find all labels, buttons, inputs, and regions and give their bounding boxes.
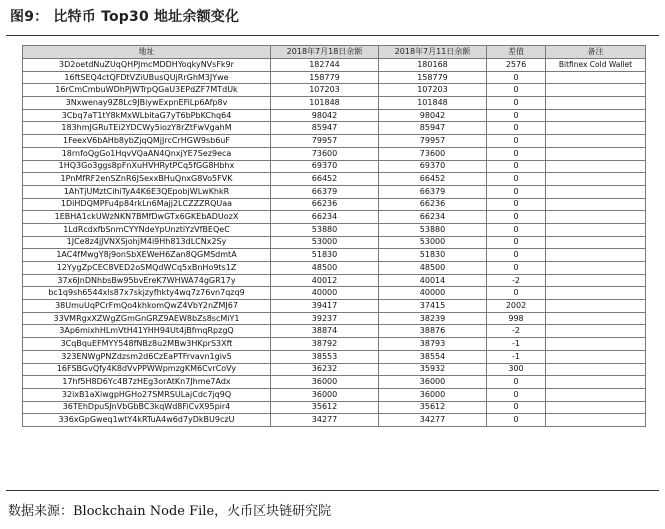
cell-balance-0718: 39417 <box>271 300 379 313</box>
cell-address: 3D2oetdNuZUqQHPJmcMDDHYoqkyNVsFk9r <box>23 59 271 72</box>
table-row <box>23 312 646 325</box>
cell-balance-0718: 101848 <box>271 97 379 110</box>
cell-balance-0711: 38239 <box>379 312 487 325</box>
cell-remark <box>546 122 646 135</box>
table-row <box>23 274 646 287</box>
cell-balance-0711: 38876 <box>379 325 487 338</box>
balance-table <box>22 45 646 427</box>
cell-difference: 2002 <box>487 300 546 313</box>
cell-address: 36TEhDpuSJnVbGbBC3kqWd8FiCvX95pir4 <box>23 401 271 414</box>
cell-address: 323ENWgPNZdzsm2d6CzEaPTFrvavn1giv5 <box>23 350 271 363</box>
cell-address: 3Nxwenay9Z8Lc9JBiywExpnEFiLp6Afp8v <box>23 97 271 110</box>
cell-balance-0711: 85947 <box>379 122 487 135</box>
table-row <box>23 388 646 401</box>
cell-address: 3Cbq7aT1tY8kMxWLbitaG7yT6bPbKChq64 <box>23 109 271 122</box>
cell-address: 18rnfoQgGo1HqvVQaAN4QnxjYE7Sez9eca <box>23 147 271 160</box>
cell-address: 183hmJGRuTEi2YDCWy5iozY8rZtFwVgahM <box>23 122 271 135</box>
table-header-row <box>23 46 646 59</box>
cell-balance-0718: 85947 <box>271 122 379 135</box>
cell-difference: 2576 <box>487 59 546 72</box>
cell-remark <box>546 300 646 313</box>
table-row <box>23 414 646 427</box>
table-row <box>23 350 646 363</box>
cell-difference: 0 <box>487 71 546 84</box>
cell-balance-0711: 79957 <box>379 135 487 148</box>
cell-balance-0718: 73600 <box>271 147 379 160</box>
cell-balance-0718: 35612 <box>271 401 379 414</box>
cell-balance-0718: 38792 <box>271 338 379 351</box>
cell-address: 3Ap6mixhHLmVtH41YHH94Ut4jBfmqRpzgQ <box>23 325 271 338</box>
cell-remark <box>546 198 646 211</box>
cell-address: 3CqBquEFMYY548fNBz8u2MBw3HKprS3Xft <box>23 338 271 351</box>
cell-difference: 0 <box>487 160 546 173</box>
cell-remark <box>546 211 646 224</box>
cell-difference: 998 <box>487 312 546 325</box>
cell-remark <box>546 249 646 262</box>
cell-balance-0711: 53000 <box>379 236 487 249</box>
cell-balance-0711: 66452 <box>379 173 487 186</box>
table-row <box>23 185 646 198</box>
cell-balance-0718: 66379 <box>271 185 379 198</box>
cell-balance-0718: 66234 <box>271 211 379 224</box>
cell-balance-0711: 66379 <box>379 185 487 198</box>
cell-remark <box>546 97 646 110</box>
cell-balance-0718: 38553 <box>271 350 379 363</box>
cell-remark <box>546 147 646 160</box>
cell-address: 1AC4fMwgY8j9onSbXEWeH6Zan8QGMSdmtA <box>23 249 271 262</box>
cell-remark <box>546 363 646 376</box>
cell-address: 1DiHDQMPFu4p84rkLn6Majj2LCZZZRQUaa <box>23 198 271 211</box>
cell-balance-0711: 37415 <box>379 300 487 313</box>
cell-remark <box>546 223 646 236</box>
cell-address: 17hf5H8D6Yc4B7zHEg3orAtKn7Jhme7Adx <box>23 376 271 389</box>
cell-difference: -1 <box>487 338 546 351</box>
cell-balance-0718: 79957 <box>271 135 379 148</box>
cell-balance-0711: 36000 <box>379 376 487 389</box>
cell-balance-0718: 34277 <box>271 414 379 427</box>
cell-remark <box>546 325 646 338</box>
cell-address: 33VMRgxXZWgZGmGnGRZ9AEW8bZs8scMiY1 <box>23 312 271 325</box>
table-row <box>23 173 646 186</box>
cell-balance-0711: 180168 <box>379 59 487 72</box>
cell-balance-0718: 39237 <box>271 312 379 325</box>
cell-balance-0718: 38874 <box>271 325 379 338</box>
table-row <box>23 338 646 351</box>
cell-remark <box>546 350 646 363</box>
cell-balance-0718: 98042 <box>271 109 379 122</box>
cell-difference: 0 <box>487 135 546 148</box>
cell-difference: -2 <box>487 274 546 287</box>
cell-remark <box>546 376 646 389</box>
cell-address: 16rCmCmbuWDhPjWTrpQGaU3EPdZF7MTdUk <box>23 84 271 97</box>
cell-address: 336xGpGweq1wtY4kRTuA4w6d7yDkBU9czU <box>23 414 271 427</box>
cell-difference: 0 <box>487 249 546 262</box>
cell-balance-0711: 35932 <box>379 363 487 376</box>
cell-difference: -2 <box>487 325 546 338</box>
header-balance-0718: 2018年7月18日余额 <box>271 46 379 59</box>
cell-difference: 0 <box>487 84 546 97</box>
cell-difference: 0 <box>487 185 546 198</box>
table-row <box>23 249 646 262</box>
cell-balance-0718: 69370 <box>271 160 379 173</box>
table-row <box>23 300 646 313</box>
cell-remark <box>546 287 646 300</box>
cell-balance-0711: 73600 <box>379 147 487 160</box>
cell-remark <box>546 109 646 122</box>
cell-balance-0711: 48500 <box>379 262 487 275</box>
cell-balance-0718: 53000 <box>271 236 379 249</box>
cell-difference: 0 <box>487 211 546 224</box>
cell-balance-0718: 40012 <box>271 274 379 287</box>
bottom-rule <box>6 490 659 491</box>
cell-difference: 0 <box>487 198 546 211</box>
cell-balance-0711: 40000 <box>379 287 487 300</box>
cell-balance-0718: 36000 <box>271 388 379 401</box>
cell-balance-0711: 34277 <box>379 414 487 427</box>
cell-balance-0718: 66236 <box>271 198 379 211</box>
table-row <box>23 236 646 249</box>
cell-address: 1FeexV6bAHb8ybZjqQMjJrcCrHGW9sb6uF <box>23 135 271 148</box>
table-row <box>23 97 646 110</box>
cell-balance-0711: 51830 <box>379 249 487 262</box>
cell-address: 38UmuUqPCrFmQo4khkomQwZ4VbY2nZMJ67 <box>23 300 271 313</box>
cell-balance-0711: 98042 <box>379 109 487 122</box>
cell-difference: 0 <box>487 122 546 135</box>
data-source: 数据来源：Blockchain Node File，火币区块链研究院 <box>8 504 332 519</box>
table-row <box>23 262 646 275</box>
cell-balance-0711: 36000 <box>379 388 487 401</box>
cell-address: 12YygZpCEC8VED2oSMQdWCq5xBnHo9ts1Z <box>23 262 271 275</box>
cell-address: 37x6JnDNhbsBw95bvEreK7WHWA74gGR17y <box>23 274 271 287</box>
table-row <box>23 122 646 135</box>
table-row <box>23 198 646 211</box>
cell-address: 1PnMfRF2enSZnR6JSexxBHuQnxG8Vo5FVK <box>23 173 271 186</box>
header-balance-0711: 2018年7月11日余额 <box>379 46 487 59</box>
cell-difference: 0 <box>487 376 546 389</box>
cell-address: 16ftSEQ4ctQFDtVZiUBusQUjRrGhM3JYwe <box>23 71 271 84</box>
table-row <box>23 363 646 376</box>
cell-balance-0718: 182744 <box>271 59 379 72</box>
cell-balance-0711: 38554 <box>379 350 487 363</box>
cell-balance-0711: 158779 <box>379 71 487 84</box>
table-row <box>23 376 646 389</box>
cell-remark <box>546 135 646 148</box>
cell-address: 16FSBGvQfy4K8dVvPPWWpmzgKM6CvrCoVy <box>23 363 271 376</box>
cell-balance-0711: 66234 <box>379 211 487 224</box>
table-row <box>23 135 646 148</box>
cell-difference: 0 <box>487 388 546 401</box>
cell-difference: 0 <box>487 173 546 186</box>
cell-difference: 0 <box>487 147 546 160</box>
cell-balance-0718: 51830 <box>271 249 379 262</box>
cell-balance-0711: 53880 <box>379 223 487 236</box>
table-row <box>23 109 646 122</box>
table-row <box>23 84 646 97</box>
cell-difference: 0 <box>487 414 546 427</box>
cell-difference: 0 <box>487 287 546 300</box>
cell-remark <box>546 401 646 414</box>
cell-balance-0718: 40000 <box>271 287 379 300</box>
cell-difference: 0 <box>487 97 546 110</box>
cell-balance-0711: 38793 <box>379 338 487 351</box>
cell-balance-0718: 158779 <box>271 71 379 84</box>
cell-balance-0718: 53880 <box>271 223 379 236</box>
cell-address: 1LdRcdxfbSnmCYYNdeYpUnztiYzVfBEQeC <box>23 223 271 236</box>
cell-balance-0711: 35612 <box>379 401 487 414</box>
cell-balance-0718: 66452 <box>271 173 379 186</box>
table-row <box>23 71 646 84</box>
cell-remark <box>546 173 646 186</box>
cell-remark <box>546 71 646 84</box>
cell-address: bc1q9sh6544xls87x7skjzyfhkty4wq7z76vn7qzq9 <box>23 287 271 300</box>
cell-difference: 0 <box>487 236 546 249</box>
cell-remark <box>546 236 646 249</box>
cell-address: 1HQ3Go3ggs8pFnXuHVHRytPCq5fGG8Hbhx <box>23 160 271 173</box>
cell-balance-0711: 101848 <box>379 97 487 110</box>
figure-title: 图9： 比特币 Top30 地址余额变化 <box>10 9 240 25</box>
cell-difference: 0 <box>487 109 546 122</box>
table-row <box>23 211 646 224</box>
cell-balance-0711: 66236 <box>379 198 487 211</box>
cell-balance-0711: 40014 <box>379 274 487 287</box>
cell-balance-0711: 69370 <box>379 160 487 173</box>
cell-difference: 300 <box>487 363 546 376</box>
cell-balance-0718: 48500 <box>271 262 379 275</box>
table-row <box>23 287 646 300</box>
cell-balance-0718: 36232 <box>271 363 379 376</box>
table-container <box>22 45 645 427</box>
top-rule <box>6 35 659 36</box>
cell-balance-0711: 107203 <box>379 84 487 97</box>
table-row <box>23 147 646 160</box>
cell-remark <box>546 262 646 275</box>
cell-difference: 0 <box>487 223 546 236</box>
cell-remark <box>546 160 646 173</box>
cell-remark <box>546 84 646 97</box>
cell-address: 32ixB1aXiwgpHGHo27SMRSULajCdc7jq9Q <box>23 388 271 401</box>
table-row <box>23 59 646 72</box>
cell-remark: Bitfinex Cold Wallet <box>546 59 646 72</box>
cell-address: 1AhTjUMztCihiTyA4K6E3QEpobjWLwKhkR <box>23 185 271 198</box>
table-row <box>23 401 646 414</box>
cell-remark <box>546 338 646 351</box>
table-body <box>23 59 646 427</box>
cell-remark <box>546 388 646 401</box>
cell-remark <box>546 185 646 198</box>
cell-balance-0718: 107203 <box>271 84 379 97</box>
header-address: 地址 <box>23 46 271 59</box>
table-row <box>23 223 646 236</box>
header-difference: 差值 <box>487 46 546 59</box>
cell-address: 1JCe8z4jJVNXSjohjM4i9Hh813dLCNx2Sy <box>23 236 271 249</box>
cell-remark <box>546 414 646 427</box>
cell-balance-0718: 36000 <box>271 376 379 389</box>
cell-remark <box>546 274 646 287</box>
cell-address: 1EBHA1ckUWzNKN7BMfDwGTx6GKEbADUozX <box>23 211 271 224</box>
cell-difference: -1 <box>487 350 546 363</box>
table-row <box>23 160 646 173</box>
header-remark: 备注 <box>546 46 646 59</box>
cell-difference: 0 <box>487 262 546 275</box>
cell-remark <box>546 312 646 325</box>
cell-difference: 0 <box>487 401 546 414</box>
table-row <box>23 325 646 338</box>
